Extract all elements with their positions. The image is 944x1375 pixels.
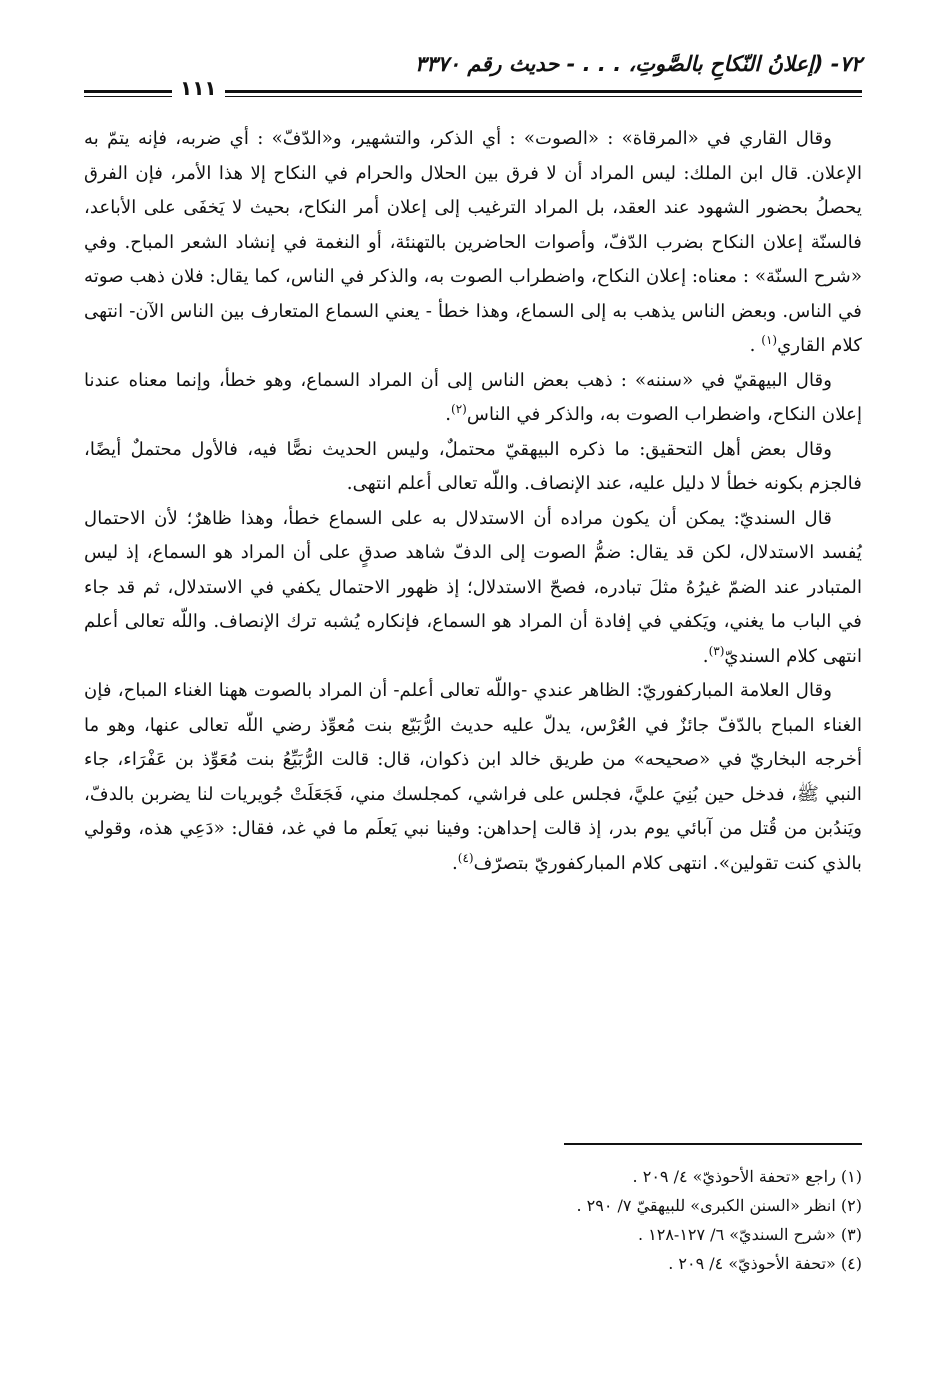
paragraph-bayhaqi: وقال البيهقيّ في «سننه» : ذهب بعض الناس إلى أن المراد السماع، وهو خطأ، وإنما معناه عندنا إعلان النكاح، واضطراب الصوت به، والذكر في الناس$^{(٢)}$.: [84, 369, 862, 425]
footnote-4: (٤) «تحفة الأحوذيّ» ٤/ ٢٠٩ .: [668, 1254, 862, 1273]
footnote-ref-1[interactable]: (١): [761, 332, 778, 347]
footnote-separator: [564, 1143, 862, 1145]
paragraph-tahqiq: وقال بعض أهل التحقيق: ما ذكره البيهقيّ محتملٌ، وليس الحديث نصًّا فيه، فالأول محتملٌ أيضًا، فالجزم بكونه خطأ لا دليل عليه، عند الإنصاف. واللّه تعالى أعلم انتهى.: [84, 438, 862, 494]
chapter-title: ٧٢- (إعلانُ النّكاحِ بالصَّوتِ، . . . - حديث رقم ٣٣٧٠: [414, 52, 862, 76]
footnote-1: (١) راجع «تحفة الأحوذيّ» ٤/ ٢٠٩ .: [632, 1167, 862, 1186]
footnote-ref-4[interactable]: (٤): [457, 850, 474, 865]
paragraph-qari: وقال القاري في «المرقاة» : «الصوت» : أي الذكر، والتشهير، و«الدّفّ» : أي ضربه، فإنه يتمّ به الإعلان. قال ابن الملك: ليس المراد أن لا فرق بين الحلال والحرام في النكاح إلا هذا الأمر، فإن الفرق يحصلُ بحضور الشهود عند العقد، بل المراد الترغيب إلى إعلان أمر النكاح، بحيث لا يَخفَى على الأباعد، فالسنّة إعلان النكاح بضرب الدّفّ، وأصوات الحاضرين بالتهنئة، أو النغمة في إنشاد الشعر المباح. وفي «شرح السنّة» : معناه: إعلان النكاح، واضطراب الصوت به، والذكر في الناس، كما يقال: فلان ذهب صوته في الناس. وبعض الناس يذهب به إلى السماع، وهذا خطأ - يعني السماع المتعارف بين الناس الآن- انتهى كلام القاري$^{(١)}$ .: [84, 128, 862, 356]
footnote-3: (٣) «شرح السنديّ» ٦/ ١٢٧-١٢٨ .: [637, 1225, 862, 1244]
page-header: [84, 50, 862, 98]
main-text: [84, 122, 862, 881]
page-number: ١١١: [172, 76, 225, 100]
paragraph-mubarakfuri: وقال العلامة المباركفوريّ: الظاهر عندي -واللّه تعالى أعلم- أن المراد بالصوت ههنا الغناء المباح، فإن الغناء المباح بالدّفّ جائزٌ في العُرْس، يدلّ عليه حديث الرُّبَيّع بنت مُعوِّذ رضي اللّه تعالى عنها، وهو ما أخرجه البخاريّ في «صحيحه» من طريق خالد ابن ذكوان، قال: قالت الرُّبَيِّعُ بنت مُعَوِّذ بن عَفْرَاء، جاء النبي ﷺ، فدخل حين بُنِيَ عليَّ، فجلس على فراشي، كمجلسك مني، فَجَعَلَتْ جُويريات لنا يضربن بالدفّ، ويَندُبن من قُتل من آبائي يوم بدر، إذ قالت إحداهن: وفينا نبي يَعلَم ما في غد، فقال: «دَعِي هذه، وقولي بالذي كنت تقولين». انتهى كلام المباركفوريّ بتصرّف$^{(٤)}$.: [84, 680, 862, 874]
footnote-2: (٢) انظر «السنن الكبرى» للبيهقيّ ٧/ ٢٩٠ .: [576, 1196, 862, 1215]
footnotes: [84, 1162, 862, 1278]
footnote-ref-3[interactable]: (٣): [708, 643, 725, 658]
paragraph-sindi: قال السنديّ: يمكن أن يكون مراده أن الاستدلال به على السماع خطأ، وهذا ظاهرٌ؛ لأن الاحتمال يُفسد الاستدلال، لكن قد يقال: ضمُّ الصوت إلى الدفّ شاهد صدقٍ على أن المراد هو السماع، إذ ليس المتبادر عند الضمّ غيرُهُ مثلَ تبادره، فصحّ الاستدلال؛ إذ ظهور الاحتمال يكفي في الاستدلال، ثم قد جاء في الباب ما يغني، ويَكفي في إفادة أن المراد هو السماع، فإنكاره يُشبه ترك الإنصاف. واللّه تعالى أعلم انتهى كلام السنديّ$^{(٣)}$.: [84, 507, 862, 667]
footnote-ref-2[interactable]: (٢): [451, 401, 467, 416]
